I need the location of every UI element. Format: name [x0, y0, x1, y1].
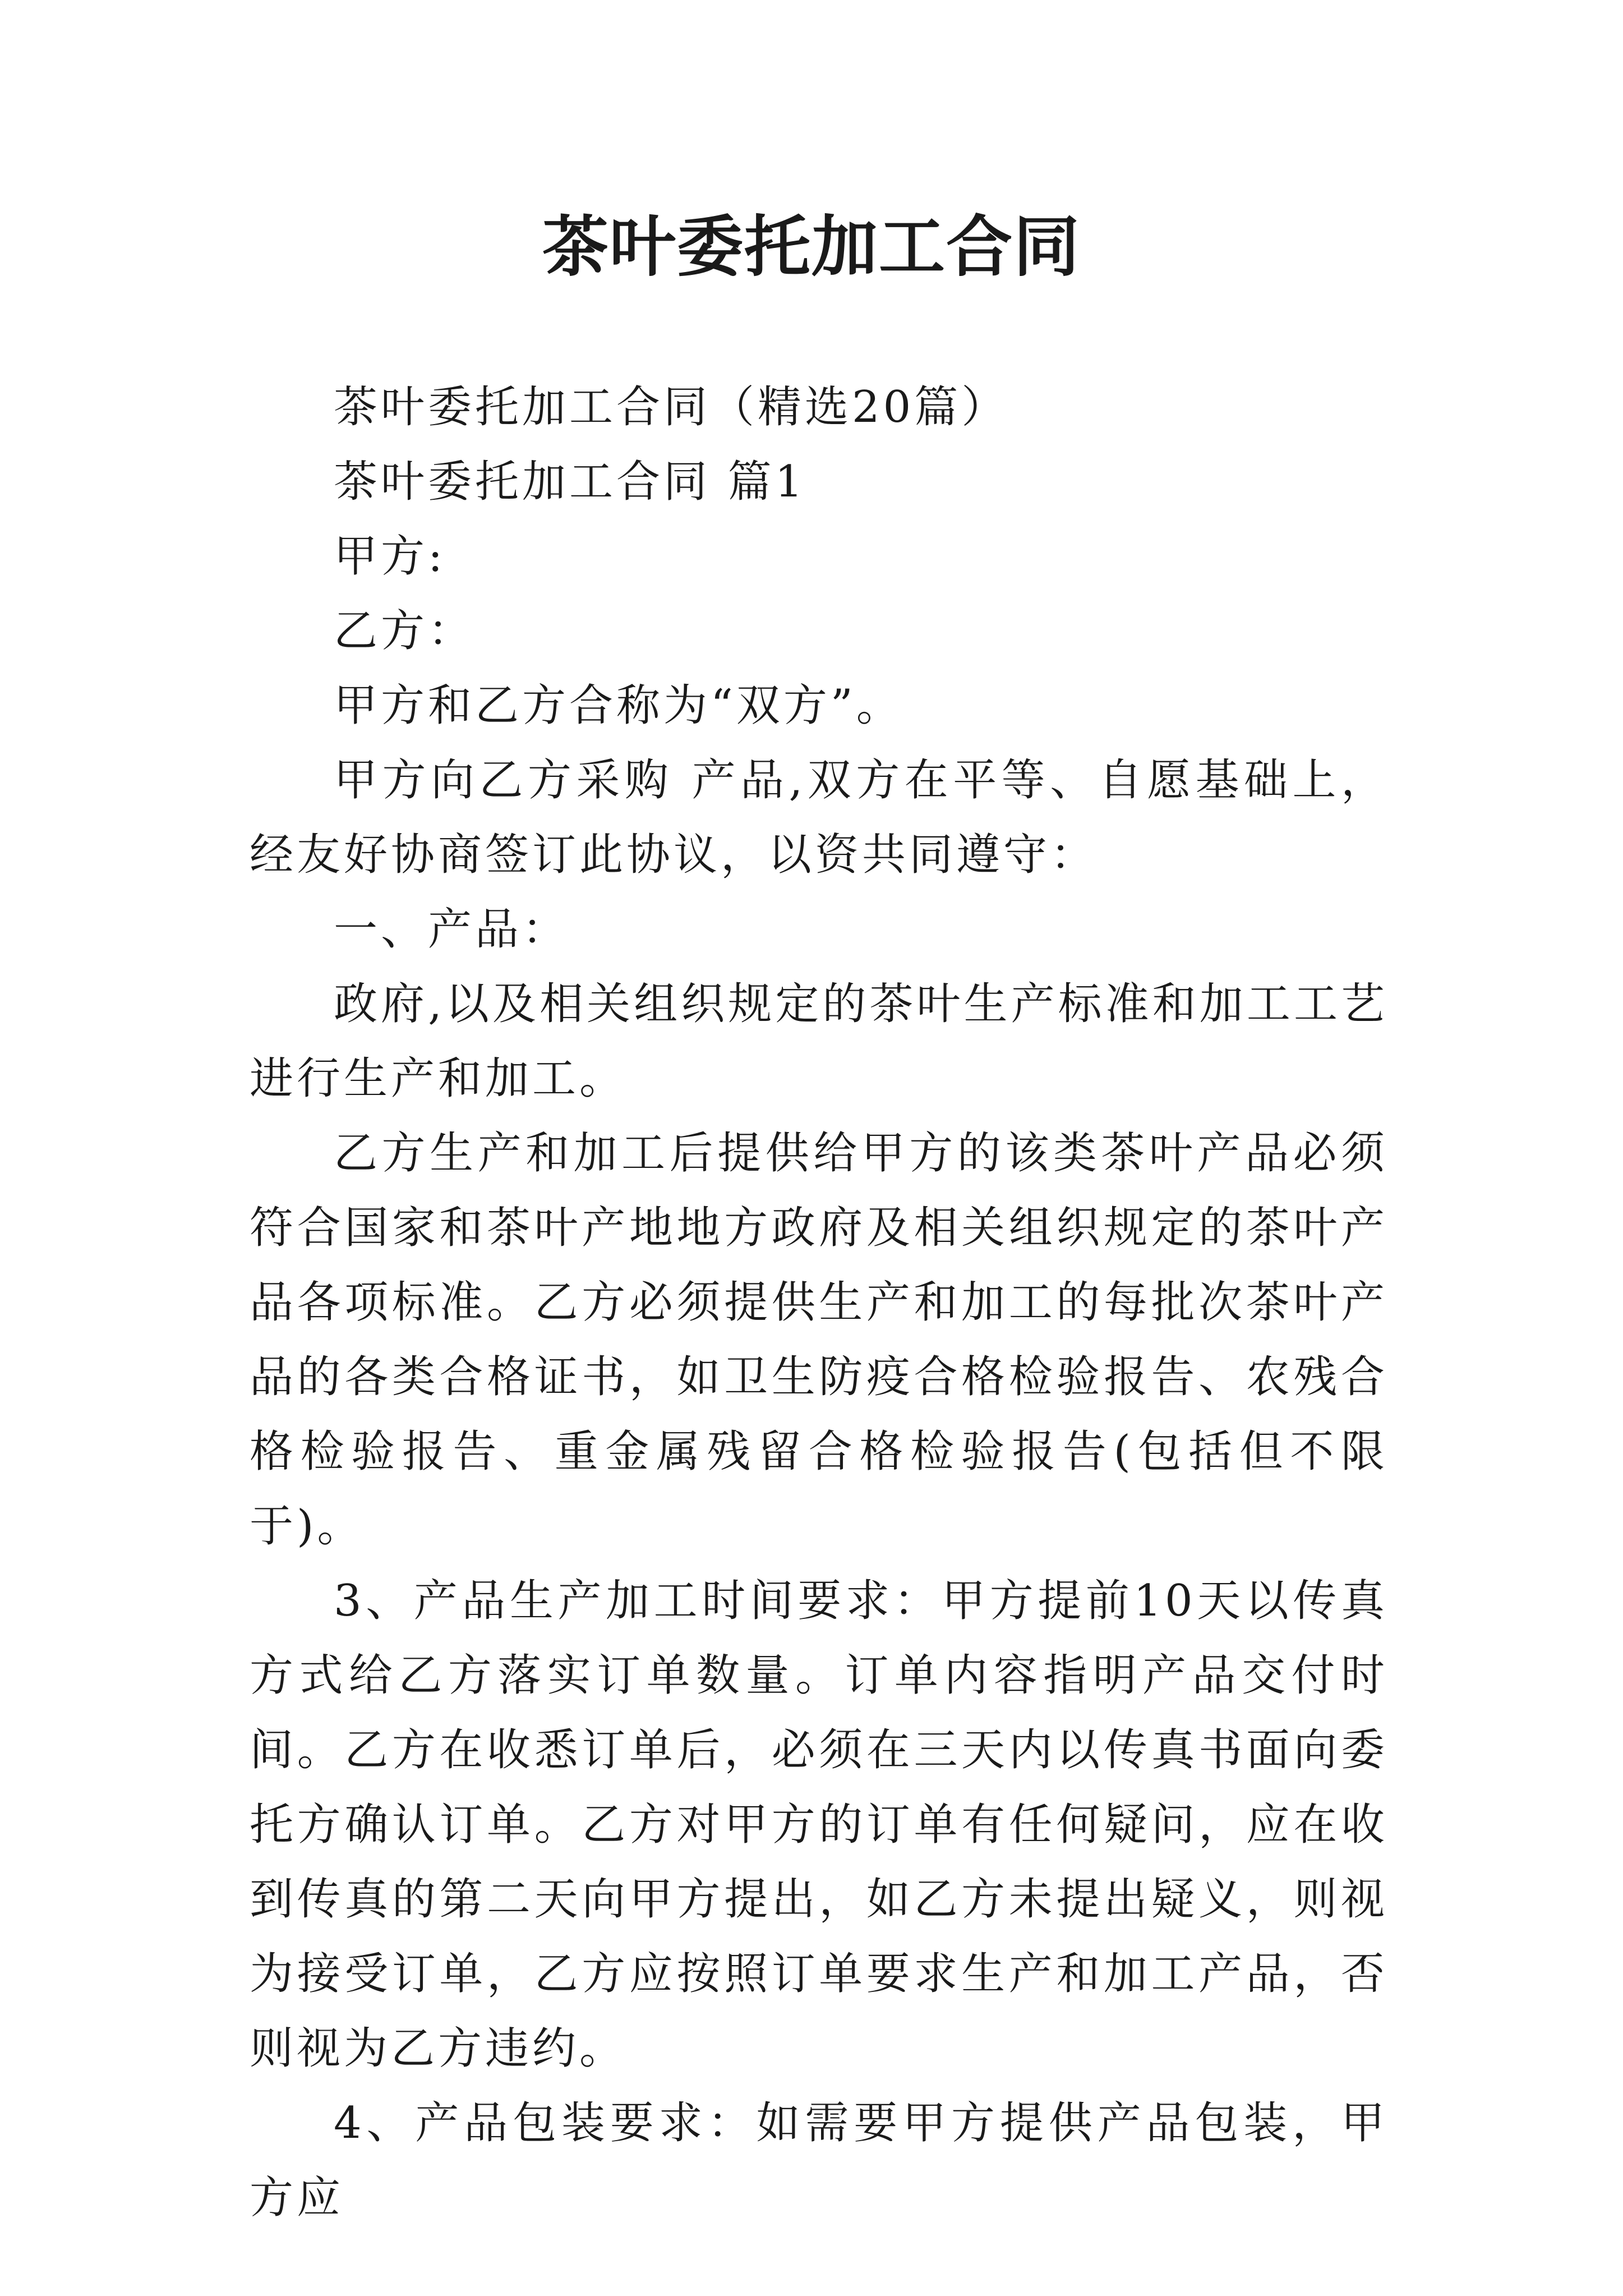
paragraph-subtitle: 茶叶委托加工合同（精选20篇）	[334, 382, 1009, 432]
paragraph-standards: 政府,以及相关组织规定的茶叶生产标准和加工工艺进行生产和加工。	[250, 979, 1388, 1104]
paragraph-agreement-intro: 甲方向乙方采购 产品,双方在平等、自愿基础上，经友好协商签订此协议，以资共同遵守：	[250, 755, 1388, 880]
paragraph-both-parties: 甲方和乙方合称为“双方”。	[334, 680, 903, 731]
paragraph-section-heading: 茶叶委托加工合同 篇1	[334, 457, 806, 507]
paragraph-timing: 3、产品生产加工时间要求：甲方提前10天以传真方式给乙方落实订单数量。订单内容指明产品交付时间。乙方在收悉订单后，必须在三天内以传真书面向委托方确认订单。乙方对甲方的订单有任何疑问，应在收到传真的第二天向甲方提出，如乙方未提出疑义，则视为接受订单，乙方应按照订单要求生产和加工产品，否则视为乙方违约。	[250, 1576, 1388, 2074]
paragraph-party-a: 甲方:	[334, 531, 446, 582]
document-title: 茶叶委托加工合同	[542, 208, 1081, 286]
paragraph-product-heading: 一、产品：	[334, 904, 570, 955]
document-body	[250, 370, 1388, 2235]
paragraph-packaging: 4、产品包装要求：如需要甲方提供产品包装，甲方应	[250, 2098, 1388, 2223]
paragraph-party-b: 乙方：	[334, 606, 476, 656]
paragraph-quality: 乙方生产和加工后提供给甲方的该类茶叶产品必须符合国家和茶叶产地地方政府及相关组织规定的茶叶产品各项标准。乙方必须提供生产和加工的每批次茶叶产品的各类合格证书，如卫生防疫合格检验报告、农残合格检验报告、重金属残留合格检验报告(包括但不限于)。	[250, 1128, 1388, 1552]
